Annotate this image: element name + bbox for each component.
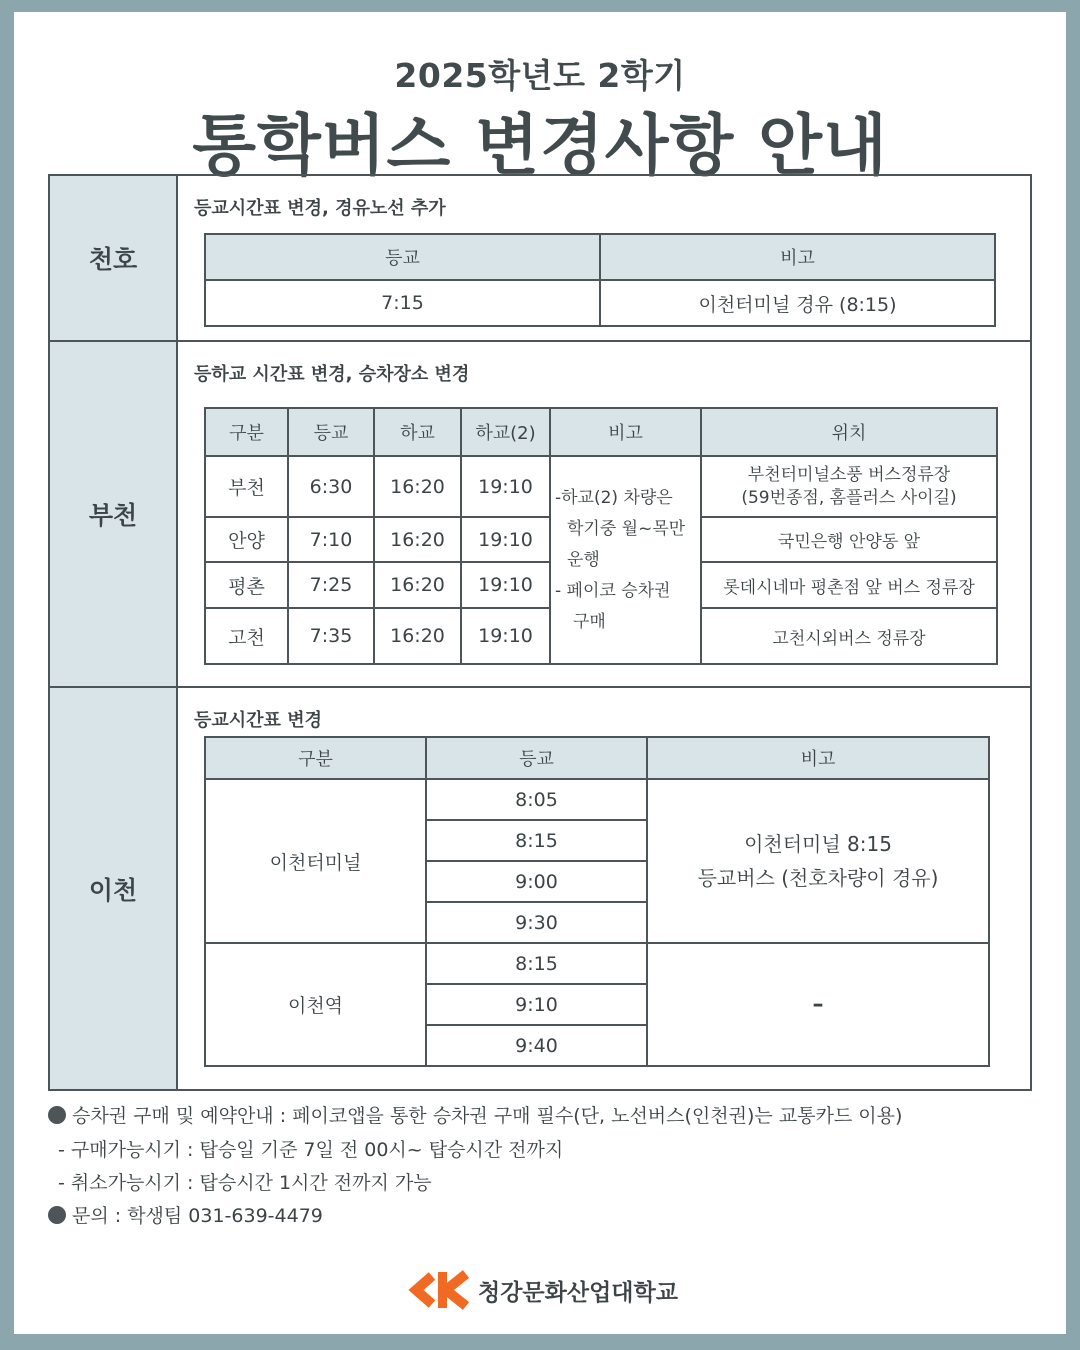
note-line: -하교(2) 차량은	[555, 487, 673, 508]
table-row	[205, 943, 989, 984]
section-icheon	[50, 688, 1030, 1089]
location-cell: 고천시외버스 정류장	[701, 608, 997, 664]
time-cell: 16:20	[374, 562, 461, 608]
time-cell: 16:20	[374, 517, 461, 562]
cheonho-table	[204, 233, 996, 327]
table-cell: 이천터미널 경유 (8:15)	[600, 280, 995, 326]
time-cell: 9:00	[426, 861, 647, 902]
column-header: 비고	[600, 234, 995, 280]
area-cell: 부천	[205, 456, 288, 517]
time-cell: 8:05	[426, 779, 647, 820]
column-header: 비고	[550, 408, 701, 456]
note-line: 구매	[573, 611, 606, 632]
stop-cell: 이천터미널	[205, 779, 426, 943]
time-cell: 19:10	[461, 517, 550, 562]
icheon-table	[204, 736, 990, 1067]
column-header: 등교	[426, 737, 647, 779]
note-line: 이천터미널 8:15	[744, 832, 892, 856]
column-header: 하교(2)	[461, 408, 550, 456]
page-title: 통학버스 변경사항 안내	[192, 107, 888, 184]
time-cell: 7:25	[288, 562, 374, 608]
section-cheonho	[50, 176, 1030, 342]
footer-contact	[48, 1201, 323, 1228]
table-cell: 7:15	[205, 280, 600, 326]
footer-text: 문의 : 학생팀 031-639-4479	[72, 1205, 323, 1227]
column-header: 구분	[205, 408, 288, 456]
section-title: 등교시간표 변경, 경유노선 추가	[194, 198, 446, 219]
section-bucheon	[50, 342, 1030, 688]
column-header: 비고	[647, 737, 989, 779]
footer-cancel-period: - 취소가능시기 : 탑승시간 1시간 전까지 가능	[58, 1172, 432, 1194]
time-cell: 16:20	[374, 608, 461, 664]
school-logo	[402, 1270, 678, 1310]
time-cell: 6:30	[288, 456, 374, 517]
area-cell: 평촌	[205, 562, 288, 608]
bucheon-note	[550, 456, 701, 664]
time-cell: 9:30	[426, 902, 647, 943]
column-header: 위치	[701, 408, 997, 456]
footer-text: 승차권 구매 및 예약안내 : 페이코앱을 통한 승차권 구매 필수(단, 노선버스(인천권)는 교통카드 이용)	[72, 1105, 903, 1127]
location-cell: 국민은행 안양동 앞	[701, 517, 997, 562]
location-cell: 롯데시네마 평촌점 앞 버스 정류장	[701, 562, 997, 608]
ck-logo-icon	[402, 1270, 470, 1310]
time-cell: 8:15	[426, 943, 647, 984]
time-cell: 8:15	[426, 820, 647, 861]
section-label: 이천	[50, 688, 178, 1089]
bullet-icon	[48, 1106, 66, 1124]
column-header: 하교	[374, 408, 461, 456]
bullet-icon	[48, 1206, 66, 1224]
area-cell: 고천	[205, 608, 288, 664]
bucheon-table	[204, 407, 998, 665]
section-title: 등하교 시간표 변경, 승차장소 변경	[194, 364, 470, 385]
icheon-station-note: –	[647, 943, 989, 1066]
note-line: 운행	[567, 549, 600, 570]
schedule-panel	[48, 174, 1032, 1091]
time-cell: 19:10	[461, 608, 550, 664]
footer-purchase-period: - 구매가능시기 : 탑승일 기준 7일 전 00시~ 탑승시간 전까지	[58, 1139, 564, 1161]
column-header: 등교	[288, 408, 374, 456]
note-line: 등교버스 (천호차량이 경유)	[697, 866, 939, 890]
section-title: 등교시간표 변경	[194, 710, 322, 731]
time-cell: 7:35	[288, 608, 374, 664]
area-cell: 안양	[205, 517, 288, 562]
stop-cell: 이천역	[205, 943, 426, 1066]
table-row	[205, 456, 997, 517]
note-line: 학기중 월~목만	[567, 518, 686, 539]
school-name: 청강문화산업대학교	[478, 1279, 678, 1306]
section-label: 부천	[50, 342, 178, 686]
time-cell: 16:20	[374, 456, 461, 517]
time-cell: 7:10	[288, 517, 374, 562]
table-row	[205, 779, 989, 820]
icheon-terminal-note	[647, 779, 989, 943]
section-label: 천호	[50, 176, 178, 340]
time-cell: 19:10	[461, 456, 550, 517]
column-header: 등교	[205, 234, 600, 280]
page-subtitle: 2025학년도 2학기	[394, 56, 686, 95]
column-header: 구분	[205, 737, 426, 779]
time-cell: 9:40	[426, 1025, 647, 1066]
footer-ticket-info	[48, 1101, 902, 1128]
time-cell: 9:10	[426, 984, 647, 1025]
note-line: - 페이코 승차권	[555, 580, 671, 601]
time-cell: 19:10	[461, 562, 550, 608]
location-cell: 부천터미널소풍 버스정류장 (59번종점, 홈플러스 사이길)	[701, 456, 997, 517]
